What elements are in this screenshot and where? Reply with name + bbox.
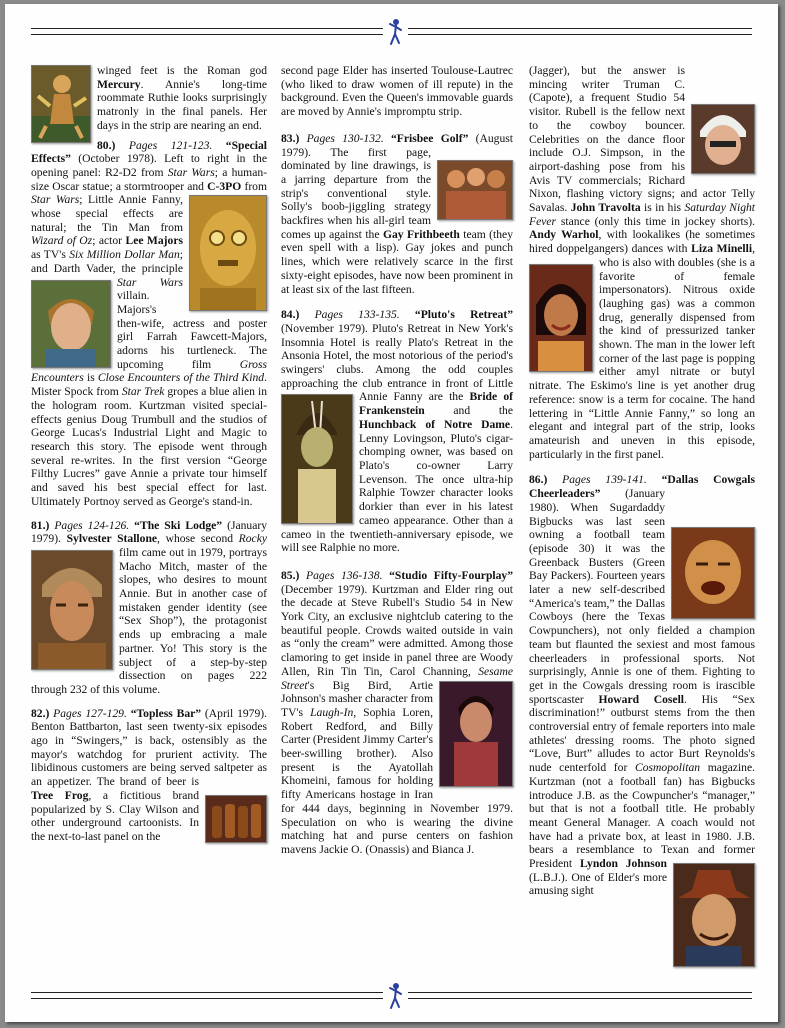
white-haired-man-illustration [691,104,755,174]
header-rule-left-thin [31,34,383,35]
footer-rule-left-thin [31,998,383,999]
column-1 [31,64,267,845]
episode-81: 81.) Pages 124-126. “The Ski Lodge” (January 1979). Sylvester Stallone, whose second Rocky film came out in 1979, portrays Macho Mitch, master of the slopes, who desires to mount Annie. But in another case of mistaken gender identity (see “Sex Shop”), the protagonist ends up embracing a male partner. Yo! This story is the subject of a step-by-step dissection on pages 222 through 232 of this volume. [31,518,268,696]
footer-rule-right-thin [408,998,752,999]
dancer-icon [387,18,403,48]
column-2 [281,64,513,857]
winged-god-illustration [31,65,91,143]
episode-82: 82.) Pages 127-129. “Topless Bar” (April 1979). Benton Battbarton, last seen twenty-six episodes ago in “Swingers,” is back, ostensibly as the mayor's watchdog for prurient activity. The libidinous customers are being served saltpeter as an appetizer. The brand of beer is Tree Frog, a fictitious brand popularized by S. Clay Wilson and other underground cartoonists. In the next-to-last panel on the [31,706,268,843]
golden-robot-illustration [189,195,267,311]
header-rule-right [408,28,752,29]
intro-paragraph: (Jagger), but the answer is mincing writer Truman C. (Capote), a frequent Studio 54 visitor. Rubell is the fellow next to the cowboy bouncer. Celebrities on the dance floor include O.J. Simpson, in the airport-dashing pose from his Avis TV commercials; Richard Nixon, flashing victory signs; and actor Telly Savalas. John Travolta is in his Saturday Night Fever stance (only this time in jockey shorts). Andy Warhol, with lookalikes (he sometimes hired doppelgangers) dances with Liza Minelli, who is also with doubles (she is a favorite of female impersonators). Nitrous oxide (laughing gas) was a common drug, generally dispensed from the kind of pressurized tanker shown. The man in the lower left corner of the last page is popping either amyl nitrate or butyl nitrate. The Eskimo's line is yet another drug reference: snow is a term for cocaine. The hand lettering in “Little Annie Fanny,” so long an elegant and integral part of the strip, looks amateurish and uneven in this episode, particularly in the first panel. [529,64,756,461]
header-rule-right-thin [408,34,752,35]
cheerleader-group-illustration [437,160,513,220]
sweating-man-illustration [671,527,755,619]
cowboy-hat-man-illustration [673,863,755,967]
intro-paragraph: second page Elder has inserted Toulouse-Lautrec (who liked to draw women of ill repute) in the background. Even the Queen's immovable guards are moved by Annie's impromptu strip. [281,64,513,119]
book-page [5,4,778,1022]
column-3 [529,64,755,969]
beer-bottles-illustration [205,795,267,843]
footer-rule-right [408,992,752,993]
dancer-icon [387,982,403,1012]
woman-portrait-illustration [529,264,593,372]
footer-rule-left [31,992,383,993]
bride-of-frankenstein-illustration [281,394,353,524]
episode-86: 86.) Pages 139-141. “Dallas Cowgals Cheerleaders” (January 1980). When Sugardaddy Bigbucks was last seen owning a football team (episode 30) it was the Greenback Busters (Green Bay Packers). Fourteen years later a new self-described “America's team,” the Dallas Cowboys (here the Texas Cowpunchers), not only fielded a champion team but flaunted the sexiest and most famous cheerleaders in professional sports. Not surprisingly, Annie is one of them. Fighting to get in the Cowgals dressing room is irascible sportscaster Howard Cosell. His “Sex discrimination!” outburst stems from the then controversial entry of female reporters into male athletes' dressing rooms. The photo signed “Love, Burt” alludes to actor Burt Reynolds's nude centerfold for Cosmopolitan magazine. Kurtzman (not a football fan) has Bigbucks introduce J.B. as the Cowpuncher's “manager,” but that is not a football title. He probably meant General Manager. A coach would not have had a private box, at least in 1980. J.B. bears a resemblance to Texan and former President Lyndon Johnson (L.B.J.). One of Elder's more amusing sight [529,473,755,898]
intro-paragraph: winged feet is the Roman god Mercury. Annie's long-time roommate Ruthie looks surprisingly matronly in the final panels. Her days in the strip are nearing an end. [31,64,267,133]
header-rule-left [31,28,383,29]
episode-85: 85.) Pages 136-138. “Studio Fifty-Fourplay” (December 1979). Kurtzman and Elder ring out the decade at Steve Rubell's Studio 54 in New York City, an exclusive nightclub catering to the beautiful people. Crowds waited outside in vain as “only the cream” were admitted. Among those clamoring to get inside in panel three are Woody Allen, Rin Tin Tin, Carol Channing, Sesame Street's Big Bird, Artie Johnson's masher character from TV's Laugh-In, Sophia Loren, Robert Redford, and Billy Carter (President Jimmy Carter's beer-swilling brother). Also present is the Ayatollah Khomeini, famous for holding fifty Americans hostage in Iran for 444 days, beginning in November 1979. Speculation on who is wearing the divine matching hat and purse centers on fashion mavens Jackie O. (Onassis) and Bianca J. [281,568,513,856]
disco-dancer-illustration [439,681,513,787]
episode-84: 84.) Pages 133-135. “Pluto's Retreat” (November 1979). Pluto's Retreat in New York's Insomnia Hotel is really Plato's Retreat in the Ansonia Hotel, the most notorious of the period's swingers' clubs. Among the odd couples approaching the club entrance in front of Little Annie Fanny are the Bride of Frankenstein and the Hunchback of Notre Dame. Lenny Lovingson, Pluto's cigar-chomping owner, was based on Plato's co-owner Larry Levenson. The once ultra-hip Ralphie Towzer character looks dorkier than ever in his latest cameo appearance. Other than a cameo in the twentieth-anniversary episode, we will see Ralphie no more. [281,308,514,555]
fur-hat-man-illustration [31,550,113,670]
man-portrait-illustration [31,280,111,368]
episode-80: 80.) Pages 121-123. “Special Effects” (October 1978). Left to right in the opening panel: R2-D2 from Star Wars; a human-size Oscar statue; a stormtrooper and C-3PO from Star Wars ; Little Annie Fanny, whose special effects are natural; the Tin Man from Wizard of Oz; actor Lee Majors as TV's Six Million Dollar Man; and Darth Vader, the principle Star Wars villain. Majors's then-wife, actress and poster girl Farrah Fawcett-Majors, adorns his turtleneck. The upcoming film Gross Encounters is Close Encounters of the Third Kind. Mister Spock from Star Trek gropes a blue alien in the hologram room. Kurtzman visited special-effects genius Doug Trumbull and the studios of George Lucas's Industrial Light and Magic to research this story. The episode went through several re-writes. In the first version “George Filthy Lucres” gave Annie a private tour himself and saved his best special effect for last. Ultimately Portnoy served as George's stand-in. [31,138,268,508]
episode-83: 83.) Pages 130-132. “Frisbee Golf” (August 1979). The first page, dominated by line drawings, is a jarring departure from the strip's conventional style. Solly's boob-jiggling strategy backfires when his all-girl team comes up against the Gay Frithbeeth team (they even spell with a lisp). Gay jokes and punch lines, which were relatively scarce in the first sixty-eight episodes, have now been prominent in at least six of the last fifteen. [281,131,514,296]
